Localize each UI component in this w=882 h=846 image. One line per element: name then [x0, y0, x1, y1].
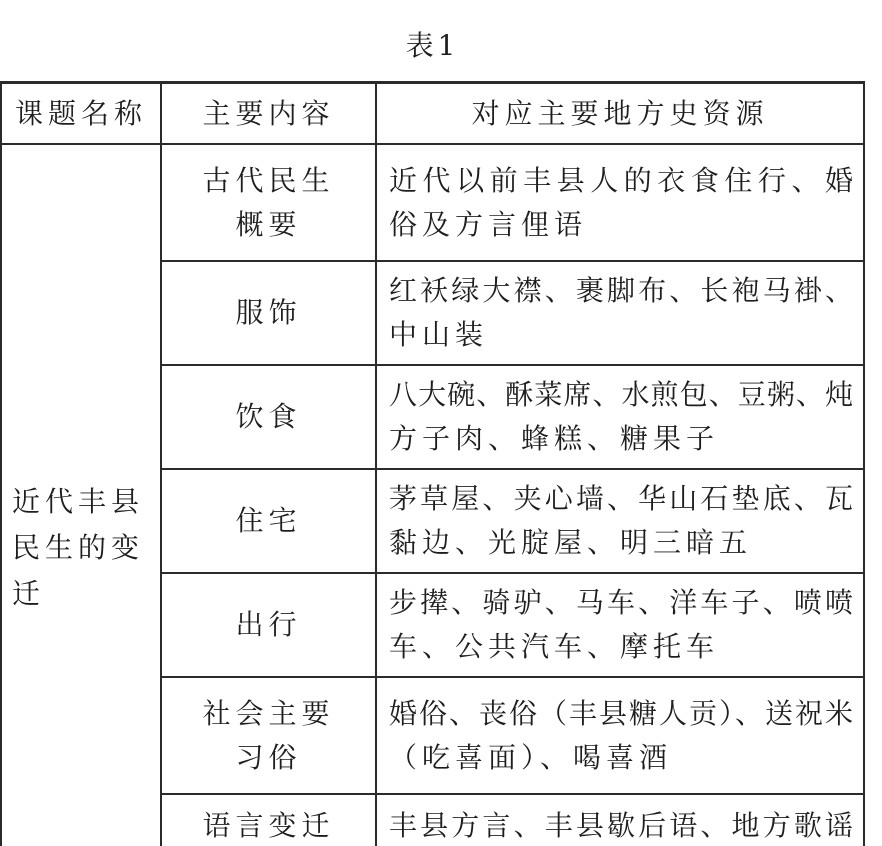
resources-cell: [377, 574, 865, 678]
topic-cell: [0, 145, 162, 846]
content-line: 古代民生: [202, 163, 335, 197]
content-line: 概要: [235, 207, 302, 241]
table-caption: 表1: [405, 29, 460, 62]
topic-line: 民生的变: [12, 531, 145, 564]
resources-line: 婚俗、丧俗（丰县糖人贡）、送祝米: [389, 696, 853, 730]
resources-line: 步撵、骑驴、马车、洋车子、喷喷: [389, 586, 853, 619]
table-body: [0, 145, 865, 846]
resources-line: 红袄绿大襟、裹脚布、长袍马褂、: [389, 274, 853, 307]
table-head: [0, 81, 865, 145]
resources-cell: [377, 366, 865, 470]
resources-cell: [377, 678, 865, 795]
resources-line: 方子肉、蜂糕、糖果子: [389, 422, 720, 455]
content-line: 社会主要: [202, 696, 335, 730]
header-cell-content: 主要内容: [162, 81, 377, 145]
content-cell: [162, 574, 377, 678]
content-cell: [162, 795, 377, 846]
resources-line: 近代以前丰县人的衣食住行、婚: [389, 163, 853, 197]
header-cell-resources: 对应主要地方史资源: [377, 81, 865, 145]
content-cell: [162, 366, 377, 470]
resources-line: 丰县方言、丰县歇后语、地方歌谣: [389, 809, 853, 842]
content-cell: [162, 262, 377, 366]
resources-line: 俗及方言俚语: [389, 207, 588, 241]
local-history-resource-table: [0, 81, 865, 846]
content-line: 出行: [235, 608, 302, 641]
table-row: [0, 145, 865, 262]
resources-line: 黏边、光腚屋、明三暗五: [389, 526, 753, 559]
content-line: 住宅: [235, 504, 302, 537]
header-cell-topic: 课题名称: [0, 81, 162, 145]
topic-line: 迁: [12, 577, 46, 610]
content-line: 服饰: [235, 296, 302, 329]
header-row: [0, 81, 865, 145]
resources-line: 车、公共汽车、摩托车: [389, 630, 720, 663]
topic-line: 近代丰县: [12, 485, 145, 518]
resources-line: 茅草屋、夹心墙、华山石垫底、瓦: [389, 482, 853, 515]
resources-cell: [377, 145, 865, 262]
resources-line: 八大碗、酥菜席、水煎包、豆粥、炖: [389, 378, 853, 411]
content-line: 语言变迁: [202, 809, 335, 842]
resources-cell: [377, 262, 865, 366]
content-line: 饮食: [235, 400, 302, 433]
resources-line: （吃喜面）、喝喜酒: [389, 740, 673, 774]
resources-cell: [377, 795, 865, 846]
content-cell: [162, 470, 377, 574]
content-cell: [162, 678, 377, 795]
content-cell: [162, 145, 377, 262]
content-line: 习俗: [235, 740, 302, 774]
resources-cell: [377, 470, 865, 574]
resources-line: 中山装: [389, 318, 489, 351]
